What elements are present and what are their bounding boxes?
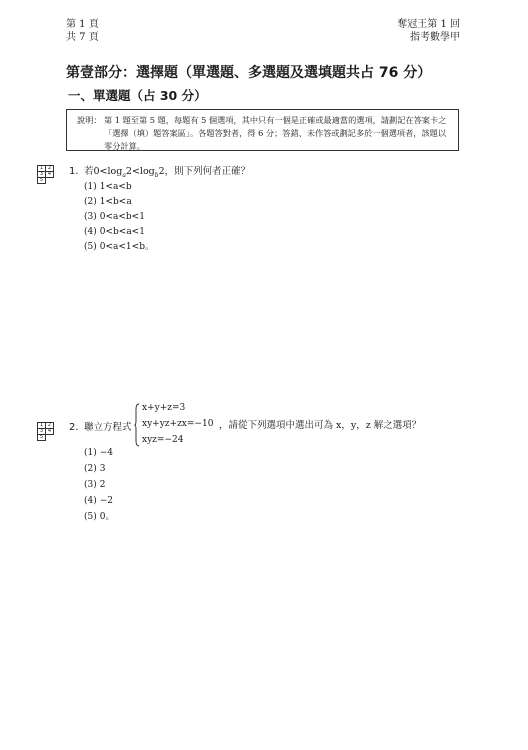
option-text: 1<a<b	[99, 182, 132, 192]
q2-option-5	[84, 511, 114, 523]
q1-stem-mid: 2<log	[125, 166, 155, 177]
grid-cell: 5	[38, 435, 46, 441]
grid-cell: 4	[46, 429, 54, 435]
option-text: 1<b<a	[99, 197, 132, 207]
q1-option-2	[84, 196, 132, 208]
page-header-right	[397, 18, 460, 44]
q1-stem-pre: 若0<log	[84, 166, 123, 177]
grid-cell: 1	[38, 423, 46, 429]
q1-option-3	[84, 211, 145, 223]
option-text: 0。	[99, 512, 115, 522]
equation-2: xy+yz+zx=−10	[142, 419, 214, 429]
option-text: 0<a<b<1	[99, 212, 145, 222]
option-number: (2)	[84, 197, 97, 207]
option-number: (5)	[84, 512, 97, 522]
answer-grid-q2	[37, 422, 54, 441]
q1-stem-post: 2，則下列何者正確？	[158, 166, 251, 177]
sub-title: 一、單選題（占 30 分）	[68, 88, 207, 103]
system-brace	[134, 403, 140, 447]
option-text: 0<a<1<b。	[99, 242, 154, 252]
option-number: (3)	[84, 480, 97, 490]
option-number: (2)	[84, 464, 97, 474]
grid-cell: 4	[46, 172, 54, 178]
question-2-stem-post: ，請從下列選項中選出可為 x，y，z 解之選項？	[219, 420, 422, 431]
page-header-left	[66, 18, 99, 44]
option-number: (3)	[84, 212, 97, 222]
equation-3: xyz=−24	[142, 435, 184, 445]
exam-title: 奪冠王第 1 回	[397, 19, 460, 30]
option-text: −4	[99, 448, 114, 458]
grid-cell: 3	[38, 172, 46, 178]
option-text: −2	[99, 496, 114, 506]
q1-option-4	[84, 226, 145, 238]
page-number: 第 1 頁	[66, 19, 99, 30]
exam-subject: 指考數學甲	[410, 32, 460, 43]
question-1-stem	[84, 165, 250, 182]
grid-cell: 2	[46, 166, 54, 172]
option-number: (1)	[84, 448, 97, 458]
equation-1: x+y+z=3	[142, 403, 186, 413]
option-text: 2	[99, 480, 106, 490]
grid-cell: 1	[38, 166, 46, 172]
instructions-label: 說明：	[77, 115, 102, 125]
instructions-box	[66, 109, 459, 151]
grid-cell: 3	[38, 429, 46, 435]
q1-sub-b: b	[154, 171, 159, 179]
question-1-number: 1.	[69, 166, 79, 177]
q1-option-5	[84, 241, 154, 253]
grid-cell: 5	[38, 178, 46, 184]
instructions-text: 第 1 題至第 5 題，每題有 5 個選項，其中只有一個是正確或最適當的選項，請劃記在答案卡之「選擇（填）題答案區」。各題答對者，得 6 分；答錯、未作答或劃記多於一個選項者，該題以零分計算。	[104, 115, 447, 151]
section-title: 第壹部分：選擇題（單選題、多選題及選填題共占 76 分）	[66, 65, 432, 81]
question-2-number: 2.	[69, 422, 79, 433]
q2-option-4	[84, 495, 113, 507]
q1-sub-a: a	[122, 171, 126, 179]
option-text: 0<b<a<1	[99, 227, 145, 237]
option-number: (5)	[84, 242, 97, 252]
q2-option-1	[84, 447, 113, 459]
q2-option-2	[84, 463, 105, 475]
question-2-stem-pre: 聯立方程式	[84, 422, 132, 433]
q2-option-3	[84, 479, 105, 491]
option-number: (4)	[84, 496, 97, 506]
option-number: (4)	[84, 227, 97, 237]
q1-option-1	[84, 181, 132, 193]
option-number: (1)	[84, 182, 97, 192]
answer-grid-q1	[37, 165, 54, 184]
page-total: 共 7 頁	[66, 32, 99, 43]
grid-cell: 2	[46, 423, 54, 429]
option-text: 3	[99, 464, 106, 474]
